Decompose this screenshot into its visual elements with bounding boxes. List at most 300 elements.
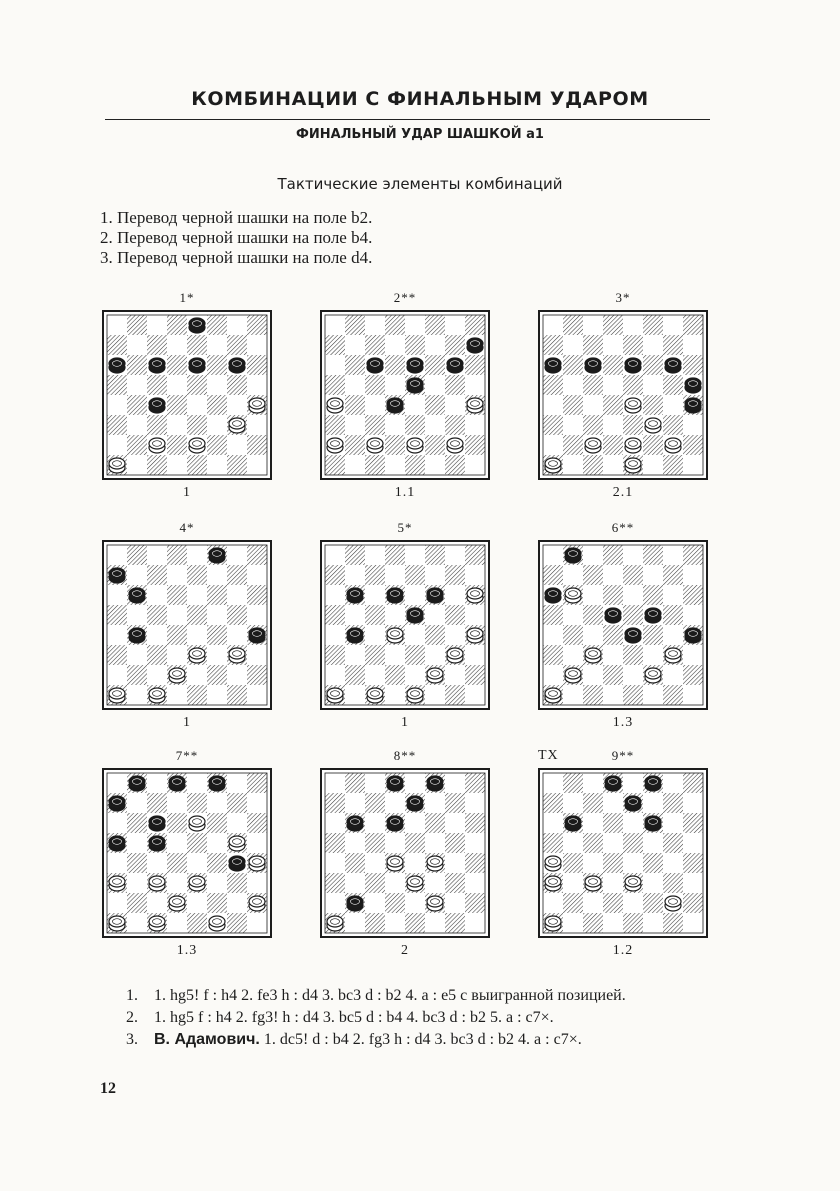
- black-checker: [427, 588, 443, 603]
- dark-square: [583, 685, 603, 705]
- dark-square: [683, 545, 703, 565]
- white-checker: [189, 876, 205, 891]
- solution-item: [126, 1029, 726, 1051]
- diagram-label-wrap: [538, 748, 708, 768]
- dark-square: [187, 793, 207, 813]
- dark-square: [345, 355, 365, 375]
- solution-number: 2.: [126, 1009, 138, 1026]
- diagram-label: 7**: [175, 748, 199, 763]
- dark-square: [445, 685, 465, 705]
- dark-square: [207, 585, 227, 605]
- white-checker: [249, 856, 265, 871]
- dark-square: [643, 315, 663, 335]
- dark-square: [405, 645, 425, 665]
- dark-square: [365, 455, 385, 475]
- dark-square: [187, 415, 207, 435]
- black-checker: [685, 378, 701, 393]
- dark-square: [227, 793, 247, 813]
- dark-square: [643, 893, 663, 913]
- dark-square: [603, 395, 623, 415]
- white-checker: [189, 816, 205, 831]
- dark-square: [663, 375, 683, 395]
- dark-square: [683, 315, 703, 335]
- black-checker: [407, 358, 423, 373]
- white-checker: [109, 916, 125, 931]
- dark-square: [207, 355, 227, 375]
- dark-square: [663, 335, 683, 355]
- dark-square: [345, 853, 365, 873]
- dark-square: [683, 773, 703, 793]
- diagram-note: 1: [183, 715, 191, 730]
- dark-square: [365, 335, 385, 355]
- dark-square: [563, 315, 583, 335]
- dark-square: [405, 455, 425, 475]
- white-checker: [249, 896, 265, 911]
- checkers-board: [102, 768, 272, 938]
- dark-square: [127, 893, 147, 913]
- dark-square: [683, 893, 703, 913]
- dark-square: [603, 545, 623, 565]
- dark-square: [147, 455, 167, 475]
- dark-square: [247, 355, 267, 375]
- dark-square: [127, 315, 147, 335]
- dark-square: [207, 893, 227, 913]
- dark-square: [663, 873, 683, 893]
- dark-square: [683, 665, 703, 685]
- dark-square: [385, 893, 405, 913]
- dark-square: [543, 605, 563, 625]
- white-checker: [407, 876, 423, 891]
- dark-square: [365, 793, 385, 813]
- dark-square: [445, 913, 465, 933]
- dark-square: [187, 833, 207, 853]
- dark-square: [563, 625, 583, 645]
- dark-square: [127, 665, 147, 685]
- diagram-note: 1.3: [612, 715, 634, 730]
- white-checker: [249, 398, 265, 413]
- dark-square: [623, 335, 643, 355]
- white-checker: [407, 688, 423, 703]
- white-checker: [545, 688, 561, 703]
- black-checker: [367, 358, 383, 373]
- white-checker: [169, 896, 185, 911]
- black-checker: [169, 776, 185, 791]
- dark-square: [325, 415, 345, 435]
- dark-square: [167, 435, 187, 455]
- dark-square: [127, 435, 147, 455]
- white-checker: [447, 438, 463, 453]
- dark-square: [365, 605, 385, 625]
- white-checker: [229, 836, 245, 851]
- dark-square: [167, 395, 187, 415]
- dark-square: [227, 375, 247, 395]
- dark-square: [247, 435, 267, 455]
- diagram-4: [102, 520, 272, 731]
- page-number: 12: [100, 1080, 116, 1097]
- black-checker: [565, 816, 581, 831]
- dark-square: [207, 665, 227, 685]
- diagram-note: 2: [401, 943, 409, 958]
- dark-square: [445, 375, 465, 395]
- dark-square: [583, 455, 603, 475]
- dark-square: [583, 833, 603, 853]
- dark-square: [247, 585, 267, 605]
- dark-square: [563, 355, 583, 375]
- dark-square: [227, 565, 247, 585]
- dark-square: [583, 913, 603, 933]
- solution-number: 3.: [126, 1031, 138, 1048]
- white-checker: [149, 876, 165, 891]
- element-number: 2.: [100, 228, 113, 247]
- black-checker: [129, 588, 145, 603]
- white-checker: [367, 688, 383, 703]
- dark-square: [325, 833, 345, 853]
- white-checker: [327, 916, 343, 931]
- dark-square: [643, 435, 663, 455]
- dark-square: [147, 645, 167, 665]
- white-checker: [109, 458, 125, 473]
- dark-square: [603, 315, 623, 335]
- white-checker: [367, 438, 383, 453]
- black-checker: [209, 548, 225, 563]
- black-checker: [387, 776, 403, 791]
- dark-square: [365, 645, 385, 665]
- black-checker: [189, 358, 205, 373]
- white-checker: [665, 648, 681, 663]
- dark-square: [643, 585, 663, 605]
- black-checker: [229, 358, 245, 373]
- tactical-element: [100, 228, 372, 248]
- dark-square: [365, 913, 385, 933]
- dark-square: [445, 605, 465, 625]
- dark-square: [207, 315, 227, 335]
- dark-square: [207, 435, 227, 455]
- dark-square: [663, 455, 683, 475]
- dark-square: [385, 315, 405, 335]
- black-checker: [625, 628, 641, 643]
- dark-square: [227, 913, 247, 933]
- solution-text: 1. dc5! d : b4 2. fg3 h : d4 3. bc3 d : b2 4. a : c7×.: [263, 1031, 582, 1048]
- dark-square: [325, 605, 345, 625]
- white-checker: [565, 668, 581, 683]
- diagram-5: [320, 520, 490, 731]
- white-checker: [149, 438, 165, 453]
- dark-square: [345, 773, 365, 793]
- white-checker: [229, 418, 245, 433]
- dark-square: [445, 565, 465, 585]
- dark-square: [227, 873, 247, 893]
- dark-square: [663, 605, 683, 625]
- white-checker: [327, 398, 343, 413]
- black-checker: [407, 378, 423, 393]
- white-checker: [407, 438, 423, 453]
- black-checker: [149, 816, 165, 831]
- dark-square: [385, 545, 405, 565]
- checkers-board: [320, 768, 490, 938]
- dark-square: [207, 853, 227, 873]
- dark-square: [405, 335, 425, 355]
- white-checker: [625, 398, 641, 413]
- dark-square: [107, 375, 127, 395]
- black-checker: [149, 358, 165, 373]
- solution-text: 1. hg5! f : h4 2. fe3 h : d4 3. bc3 d : b2 4. a : e5 с выигранной позицией.: [154, 987, 626, 1004]
- dark-square: [325, 455, 345, 475]
- dark-square: [167, 585, 187, 605]
- dark-square: [603, 665, 623, 685]
- dark-square: [603, 435, 623, 455]
- diagram-1: [102, 290, 272, 501]
- black-checker: [645, 816, 661, 831]
- dark-square: [325, 565, 345, 585]
- black-checker: [347, 816, 363, 831]
- dark-square: [425, 435, 445, 455]
- dark-square: [127, 813, 147, 833]
- white-checker: [387, 628, 403, 643]
- dark-square: [623, 605, 643, 625]
- dark-square: [683, 355, 703, 375]
- white-checker: [467, 588, 483, 603]
- white-checker: [585, 876, 601, 891]
- checkers-board: [102, 540, 272, 710]
- checkers-board: [320, 310, 490, 480]
- black-checker: [387, 588, 403, 603]
- dark-square: [325, 873, 345, 893]
- white-checker: [189, 648, 205, 663]
- dark-square: [345, 435, 365, 455]
- dark-square: [425, 355, 445, 375]
- dark-square: [445, 873, 465, 893]
- diagram-label: 2**: [393, 290, 417, 305]
- white-checker: [109, 688, 125, 703]
- dark-square: [345, 315, 365, 335]
- dark-square: [643, 355, 663, 375]
- black-checker: [129, 628, 145, 643]
- dark-square: [623, 375, 643, 395]
- dark-square: [167, 853, 187, 873]
- dark-square: [623, 833, 643, 853]
- black-checker: [249, 628, 265, 643]
- page-title: КОМБИНАЦИИ С ФИНАЛЬНЫМ УДАРОМ: [191, 88, 649, 110]
- diagram-2: [320, 290, 490, 501]
- dark-square: [543, 793, 563, 813]
- black-checker: [645, 776, 661, 791]
- title-rule: [105, 119, 710, 120]
- dark-square: [583, 335, 603, 355]
- dark-square: [465, 665, 485, 685]
- dark-square: [603, 813, 623, 833]
- white-checker: [109, 876, 125, 891]
- dark-square: [663, 913, 683, 933]
- dark-square: [345, 665, 365, 685]
- dark-square: [563, 893, 583, 913]
- dark-square: [187, 335, 207, 355]
- white-checker: [149, 688, 165, 703]
- dark-square: [365, 565, 385, 585]
- dark-square: [663, 565, 683, 585]
- diagram-tx-mark: TX: [538, 748, 559, 763]
- black-checker: [149, 398, 165, 413]
- dark-square: [623, 913, 643, 933]
- solution-item: [126, 985, 726, 1007]
- page-subtitle: ФИНАЛЬНЫЙ УДАР ШАШКОЙ a1: [296, 127, 544, 142]
- dark-square: [325, 793, 345, 813]
- dark-square: [445, 415, 465, 435]
- white-checker: [625, 438, 641, 453]
- element-text: Перевод черной шашки на поле d4.: [117, 248, 373, 267]
- dark-square: [583, 565, 603, 585]
- black-checker: [625, 358, 641, 373]
- black-checker: [347, 628, 363, 643]
- diagram-note: 1: [401, 715, 409, 730]
- white-checker: [585, 648, 601, 663]
- dark-square: [563, 395, 583, 415]
- checkers-board: [538, 768, 708, 938]
- white-checker: [585, 438, 601, 453]
- dark-square: [445, 793, 465, 813]
- dark-square: [385, 665, 405, 685]
- dark-square: [227, 455, 247, 475]
- dark-square: [465, 545, 485, 565]
- element-number: 1.: [100, 208, 113, 227]
- dark-square: [583, 375, 603, 395]
- dark-square: [385, 435, 405, 455]
- white-checker: [645, 418, 661, 433]
- checkers-board: [538, 540, 708, 710]
- dark-square: [683, 813, 703, 833]
- dark-square: [365, 873, 385, 893]
- dark-square: [227, 685, 247, 705]
- dark-square: [465, 315, 485, 335]
- dark-square: [167, 545, 187, 565]
- solution-item: [126, 1007, 726, 1029]
- dark-square: [563, 435, 583, 455]
- dark-square: [405, 833, 425, 853]
- dark-square: [543, 375, 563, 395]
- dark-square: [425, 813, 445, 833]
- dark-square: [683, 585, 703, 605]
- white-checker: [625, 458, 641, 473]
- diagram-note: 1.3: [176, 943, 198, 958]
- black-checker: [347, 896, 363, 911]
- black-checker: [109, 568, 125, 583]
- dark-square: [187, 605, 207, 625]
- dark-square: [187, 685, 207, 705]
- black-checker: [645, 608, 661, 623]
- dark-square: [385, 355, 405, 375]
- black-checker: [625, 796, 641, 811]
- dark-square: [187, 565, 207, 585]
- dark-square: [465, 813, 485, 833]
- dark-square: [445, 455, 465, 475]
- dark-square: [425, 395, 445, 415]
- black-checker: [109, 358, 125, 373]
- white-checker: [665, 896, 681, 911]
- black-checker: [189, 318, 205, 333]
- black-checker: [605, 776, 621, 791]
- dark-square: [663, 415, 683, 435]
- dark-square: [623, 685, 643, 705]
- white-checker: [209, 916, 225, 931]
- white-checker: [467, 398, 483, 413]
- black-checker: [605, 608, 621, 623]
- black-checker: [347, 588, 363, 603]
- dark-square: [583, 793, 603, 813]
- dark-square: [227, 605, 247, 625]
- dark-square: [325, 645, 345, 665]
- dark-square: [107, 605, 127, 625]
- dark-square: [167, 315, 187, 335]
- black-checker: [665, 358, 681, 373]
- dark-square: [167, 625, 187, 645]
- dark-square: [405, 913, 425, 933]
- dark-square: [643, 545, 663, 565]
- dark-square: [147, 375, 167, 395]
- dark-square: [147, 415, 167, 435]
- dark-square: [563, 853, 583, 873]
- dark-square: [247, 665, 267, 685]
- dark-square: [405, 565, 425, 585]
- black-checker: [447, 358, 463, 373]
- element-text: Перевод черной шашки на поле b2.: [117, 208, 373, 227]
- dark-square: [543, 565, 563, 585]
- dark-square: [167, 355, 187, 375]
- dark-square: [445, 833, 465, 853]
- dark-square: [147, 793, 167, 813]
- dark-square: [543, 645, 563, 665]
- element-number: 3.: [100, 248, 113, 267]
- dark-square: [107, 415, 127, 435]
- checkers-board: [538, 310, 708, 480]
- black-checker: [685, 628, 701, 643]
- dark-square: [365, 375, 385, 395]
- black-checker: [129, 776, 145, 791]
- dark-square: [187, 913, 207, 933]
- dark-square: [345, 395, 365, 415]
- dark-square: [147, 335, 167, 355]
- white-checker: [189, 438, 205, 453]
- dark-square: [365, 415, 385, 435]
- black-checker: [209, 776, 225, 791]
- dark-square: [623, 645, 643, 665]
- diagram-7: [102, 748, 272, 959]
- white-checker: [565, 588, 581, 603]
- dark-square: [107, 645, 127, 665]
- black-checker: [229, 856, 245, 871]
- diagram-note: 1.2: [612, 943, 634, 958]
- black-checker: [545, 358, 561, 373]
- black-checker: [149, 836, 165, 851]
- white-checker: [545, 876, 561, 891]
- diagram-9: [538, 748, 708, 959]
- white-checker: [625, 876, 641, 891]
- dark-square: [365, 833, 385, 853]
- white-checker: [665, 438, 681, 453]
- black-checker: [407, 796, 423, 811]
- dark-square: [683, 435, 703, 455]
- dark-square: [425, 625, 445, 645]
- dark-square: [465, 355, 485, 375]
- diagram-label: 3*: [615, 290, 631, 305]
- dark-square: [643, 853, 663, 873]
- element-text: Перевод черной шашки на поле b4.: [117, 228, 373, 247]
- dark-square: [663, 833, 683, 853]
- white-checker: [467, 628, 483, 643]
- solution-author: В. Адамович.: [154, 1031, 260, 1048]
- white-checker: [427, 668, 443, 683]
- white-checker: [149, 916, 165, 931]
- dark-square: [127, 355, 147, 375]
- black-checker: [387, 816, 403, 831]
